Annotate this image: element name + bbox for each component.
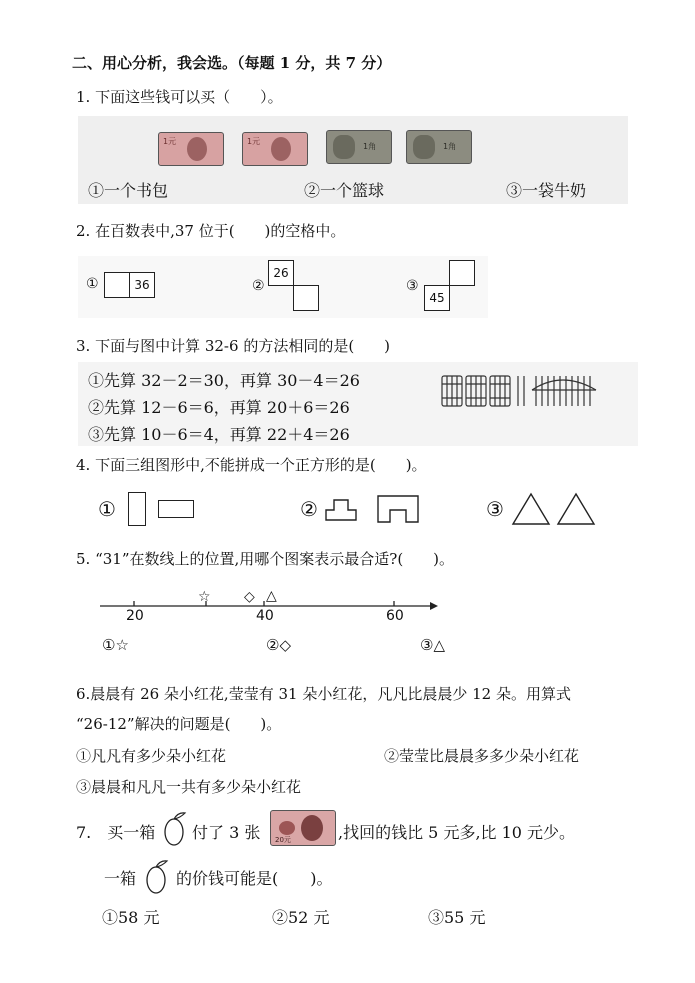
tall-rectangle-shape [128,492,146,526]
lemon-icon [142,856,172,896]
question-1-option-3: ③一袋牛奶 [506,181,587,200]
question-3-stem: 3. 下面与图中计算 32-6 的方法相同的是( ) [76,337,391,355]
question-3-option-2: ②先算 12－6＝6，再算 20＋6＝26 [88,398,350,417]
question-7-part-c: ,找回的钱比 5 元多,比 10 元少。 [338,823,576,842]
question-6-option-2: ②莹莹比晨晨多多少朵小红花 [384,747,580,765]
triangle-symbol: △ [266,588,277,604]
triangle-shapes [510,490,600,528]
question-1-stem: 1. 下面这些钱可以买（ ）。 [76,88,283,106]
option-2-marker: ② [252,278,265,294]
question-7-line-2a: 一箱 [104,869,137,888]
question-5-option-2: ②◇ [266,636,291,654]
banknote-1-jiao: 1角 [326,130,392,164]
grid-cell-45: 45 [424,285,450,311]
question-4-stem: 4. 下面三组图形中,不能拼成一个正方形的是( )。 [76,456,427,474]
lemon-icon [160,808,190,848]
step-shapes [324,492,424,526]
question-3-option-1: ①先算 32－2＝30，再算 30－4＝26 [88,371,360,390]
banknote-1-yuan: 1元 [242,132,308,166]
tick-label-40: 40 [256,608,274,624]
tick-label-60: 60 [386,608,404,624]
grid-cell-36: 36 [129,272,155,298]
banknote-20-yuan: 20元 [270,810,336,846]
question-6-option-3: ③晨晨和凡凡一共有多少朵小红花 [76,778,302,796]
empty-grid-cell [293,285,319,311]
option-1-marker: ① [98,497,116,521]
question-6-line-2: “26-12”解决的问题是( )。 [76,715,282,733]
banknote-1-jiao: 1角 [406,130,472,164]
empty-grid-cell [449,260,475,286]
question-1-option-2: ②一个篮球 [304,181,385,200]
option-1-marker: ① [86,276,99,292]
question-1-image [78,116,628,204]
question-5-option-3: ③△ [420,636,445,654]
question-3-option-3: ③先算 10－6＝4，再算 22＋4＝26 [88,425,350,444]
section-title: 二、用心分析，我会选。（每题 1 分，共 7 分） [72,54,392,72]
star-symbol: ☆ [198,589,211,605]
option-3-marker: ③ [406,278,419,294]
question-2-stem: 2. 在百数表中,37 位于( )的空格中。 [76,222,346,240]
grid-cell-26: 26 [268,260,294,286]
option-2-marker: ② [300,497,318,521]
diamond-symbol: ◇ [244,589,255,605]
wide-rectangle-shape [158,500,194,518]
bundled-sticks-figure [440,372,610,412]
question-7-line-2b: 的价钱可能是( )。 [176,869,333,888]
option-3-marker: ③ [486,497,504,521]
question-7-option-1: ①58 元 [102,908,160,927]
question-7-option-3: ③55 元 [428,908,486,927]
question-1-option-1: ①一个书包 [88,181,169,200]
question-5-option-1: ①☆ [102,636,129,654]
question-6-line-1: 6.晨晨有 26 朵小红花,莹莹有 31 朵小红花，凡凡比晨晨少 12 朵。用算式 [76,685,571,703]
question-6-option-1: ①凡凡有多少朵小红花 [76,747,227,765]
empty-grid-cell [104,272,130,298]
question-5-stem: 5. “31”在数线上的位置,用哪个图案表示最合适?( )。 [76,550,455,568]
question-7-option-2: ②52 元 [272,908,330,927]
question-7-part-b: 付了 3 张 [192,823,261,842]
banknote-1-yuan: 1元 [158,132,224,166]
tick-label-20: 20 [126,608,144,624]
question-7-part-a: 7. 买一箱 [76,823,156,842]
